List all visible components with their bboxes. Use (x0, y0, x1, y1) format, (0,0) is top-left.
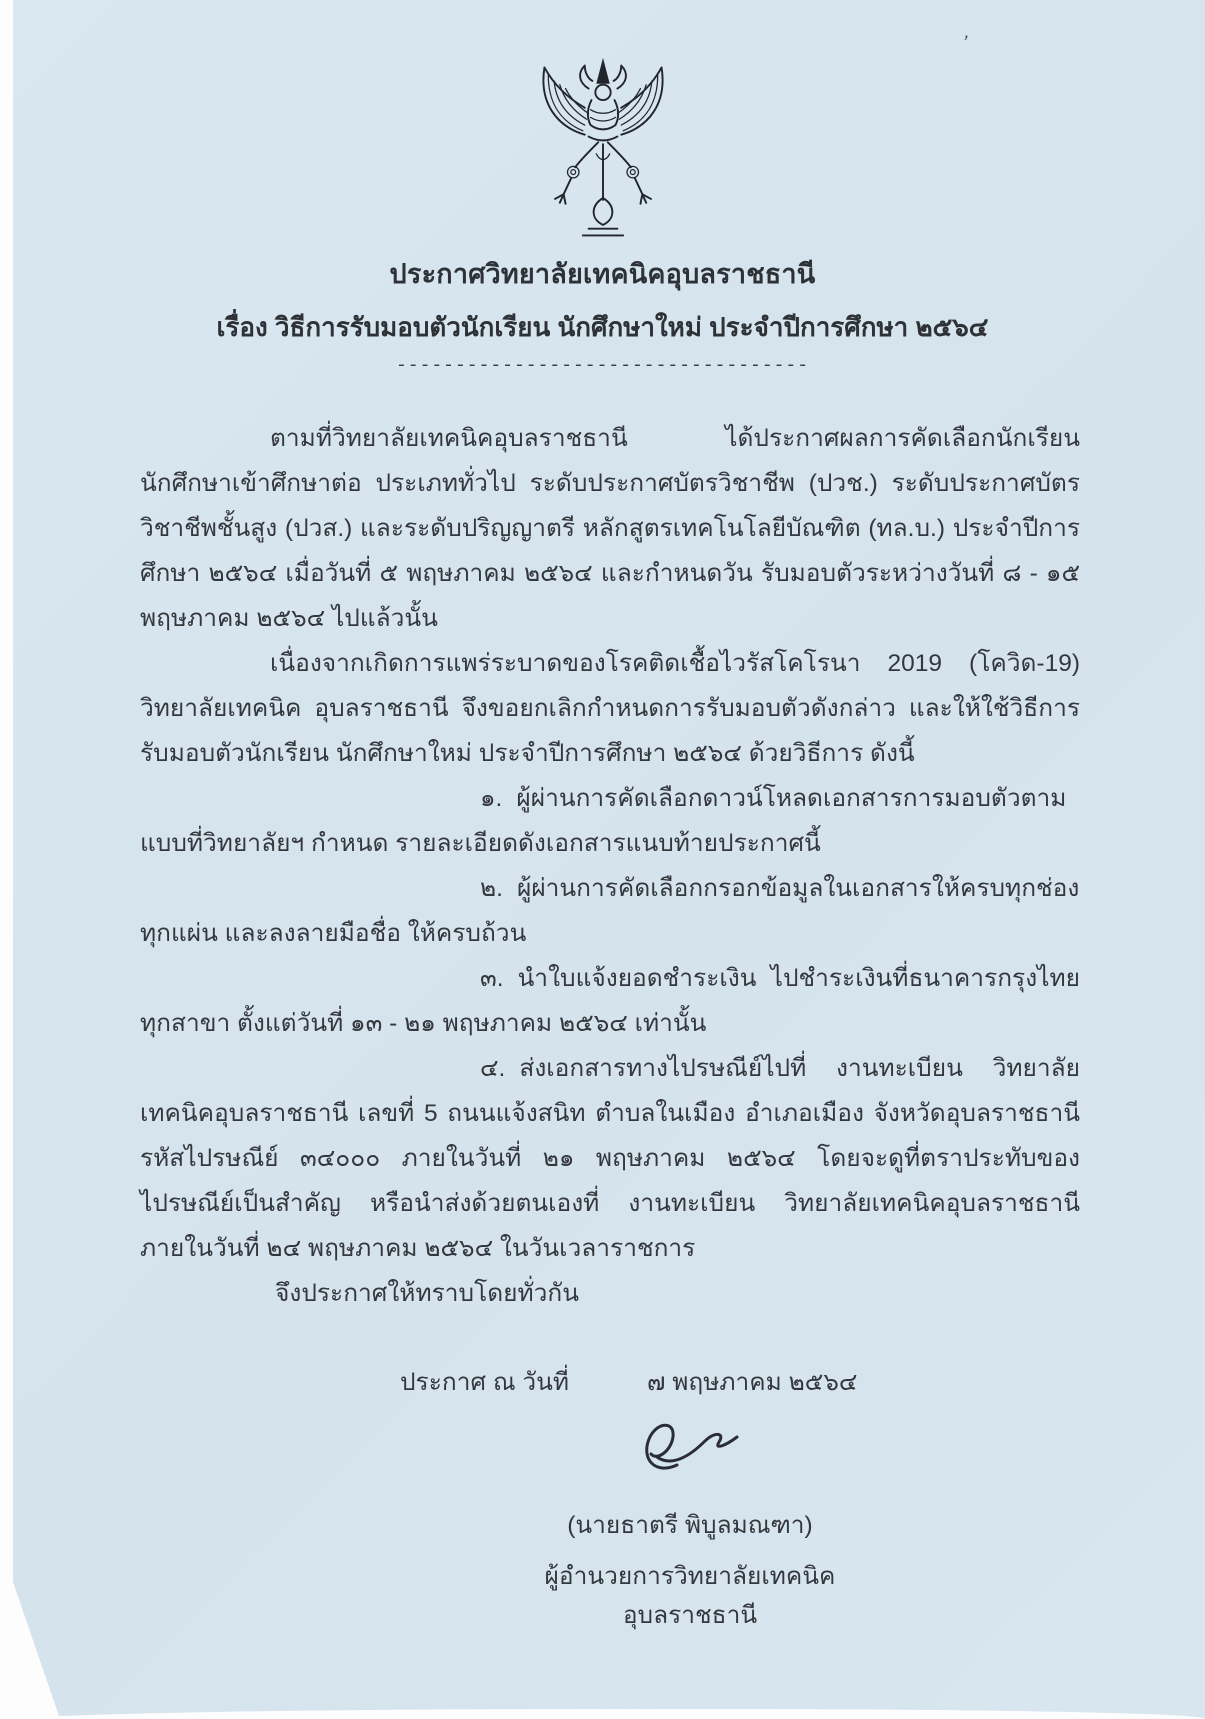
document-body (140, 416, 1080, 1316)
signer-name: (นายธาตรี พิบูลมณฑา) (567, 1512, 813, 1539)
item-text-1: ผู้ผ่านการคัดเลือกดาวน์โหลดเอกสารการมอบตัวตามแบบที่วิทยาลัยฯ กำหนด รายละเอียดดังเอกสารแนบท้ายประกาศนี้ (140, 785, 1067, 857)
document-title: ประกาศวิทยาลัยเทคนิคอุบลราชธานี (389, 259, 816, 289)
handwritten-signature (605, 1407, 775, 1499)
closing-statement: จึงประกาศให้ทราบโดยทั่วกัน (275, 1280, 579, 1307)
list-item-3 (140, 956, 1080, 1046)
paragraph-2: เนื่องจากเกิดการแพร่ระบาดของโรคติดเชื้อไวรัสโคโรนา 2019 (โควิด-19) วิทยาลัยเทคนิค อุบลราชธานี จึงขอยกเลิกกำหนดการรับมอบตัวดังกล่าว และให้ใช้วิธีการรับมอบตัวนักเรียน นักศึกษาใหม่ ประจำปีการศึกษา ๒๕๖๔ ด้วยวิธีการ ดังนี้ (140, 650, 1080, 767)
paragraph-1: ตามที่วิทยาลัยเทคนิคอุบลราชธานี ได้ประกาศผลการคัดเลือกนักเรียน นักศึกษาเข้าศึกษาต่อ ประเภททั่วไป ระดับประกาศบัตรวิชาชีพ (ปวช.) ระดับประกาศบัตรวิชาชีพชั้นสูง (ปวส.) และระดับปริญญาตรี หลักสูตรเทคโนโลยีบัณฑิต (ทล.บ.) ประจำปีการศึกษา ๒๕๖๔ เมื่อวันที่ ๕ พฤษภาคม ๒๕๖๔ และกำหนดวัน รับมอบตัวระหว่างวันที่ ๘ - ๑๕ พฤษภาคม ๒๕๖๔ ไปแล้วนั้น (140, 425, 1080, 632)
item-text-2: ผู้ผ่านการคัดเลือกกรอกข้อมูลในเอกสารให้ครบทุกช่อง ทุกแผ่น และลงลายมือชื่อ ให้ครบถ้วน (140, 875, 1080, 947)
item-text-4: ส่งเอกสารทางไปรษณีย์ไปที่ งานทะเบียน วิทยาลัยเทคนิคอุบลราชธานี เลขที่ 5 ถนนแจ้งสนิท ตำบลในเมือง อำเภอเมือง จังหวัดอุบลราชธานี รหัสไปรษณีย์ ๓๔๐๐๐ ภายในวันที่ ๒๑ พฤษภาคม ๒๕๖๔ โดยจะดูที่ตราประทับของไปรษณีย์เป็นสำคัญ หรือนำส่งด้วยตนเองที่ งานทะเบียน วิทยาลัยเทคนิคอุบลราชธานี ภายในวันที่ ๒๔ พฤษภาคม ๒๕๖๔ ในวันเวลาราชการ (140, 1055, 1080, 1262)
scan-speck: ’ (958, 31, 970, 55)
list-item-1 (140, 776, 1080, 866)
list-item-4 (140, 1046, 1080, 1271)
scan-edge-bottom (0, 1709, 1205, 1719)
item-number-1: ๑. (480, 785, 503, 812)
divider-dashes: ----------------------------------- (395, 356, 810, 376)
scan-edge-left (0, 0, 13, 1719)
garuda-emblem (521, 54, 685, 246)
announcement-date-row (400, 1362, 1205, 1401)
list-item-2 (140, 866, 1080, 956)
scan-corner-fold (0, 1544, 60, 1719)
date-label: ประกาศ ณ วันที่ (400, 1369, 570, 1396)
signer-title: ผู้อำนวยการวิทยาลัยเทคนิคอุบลราชธานี (544, 1563, 836, 1629)
item-number-2: ๒. (480, 875, 503, 902)
item-number-3: ๓. (480, 965, 504, 992)
item-number-4: ๔. (480, 1055, 506, 1082)
item-text-3: นำใบแจ้งยอดชำระเงิน ไปชำระเงินที่ธนาคารกรุงไทยทุกสาขา ตั้งแต่วันที่ ๑๓ - ๒๑ พฤษภาคม ๒๕๖๔ เท่านั้น (140, 965, 1080, 1037)
signature-block (480, 1407, 900, 1634)
document-subject: เรื่อง วิธีการรับมอบตัวนักเรียน นักศึกษาใหม่ ประจำปีการศึกษา ๒๕๖๔ (216, 312, 989, 342)
date-value: ๗ พฤษภาคม ๒๕๖๔ (647, 1369, 858, 1396)
